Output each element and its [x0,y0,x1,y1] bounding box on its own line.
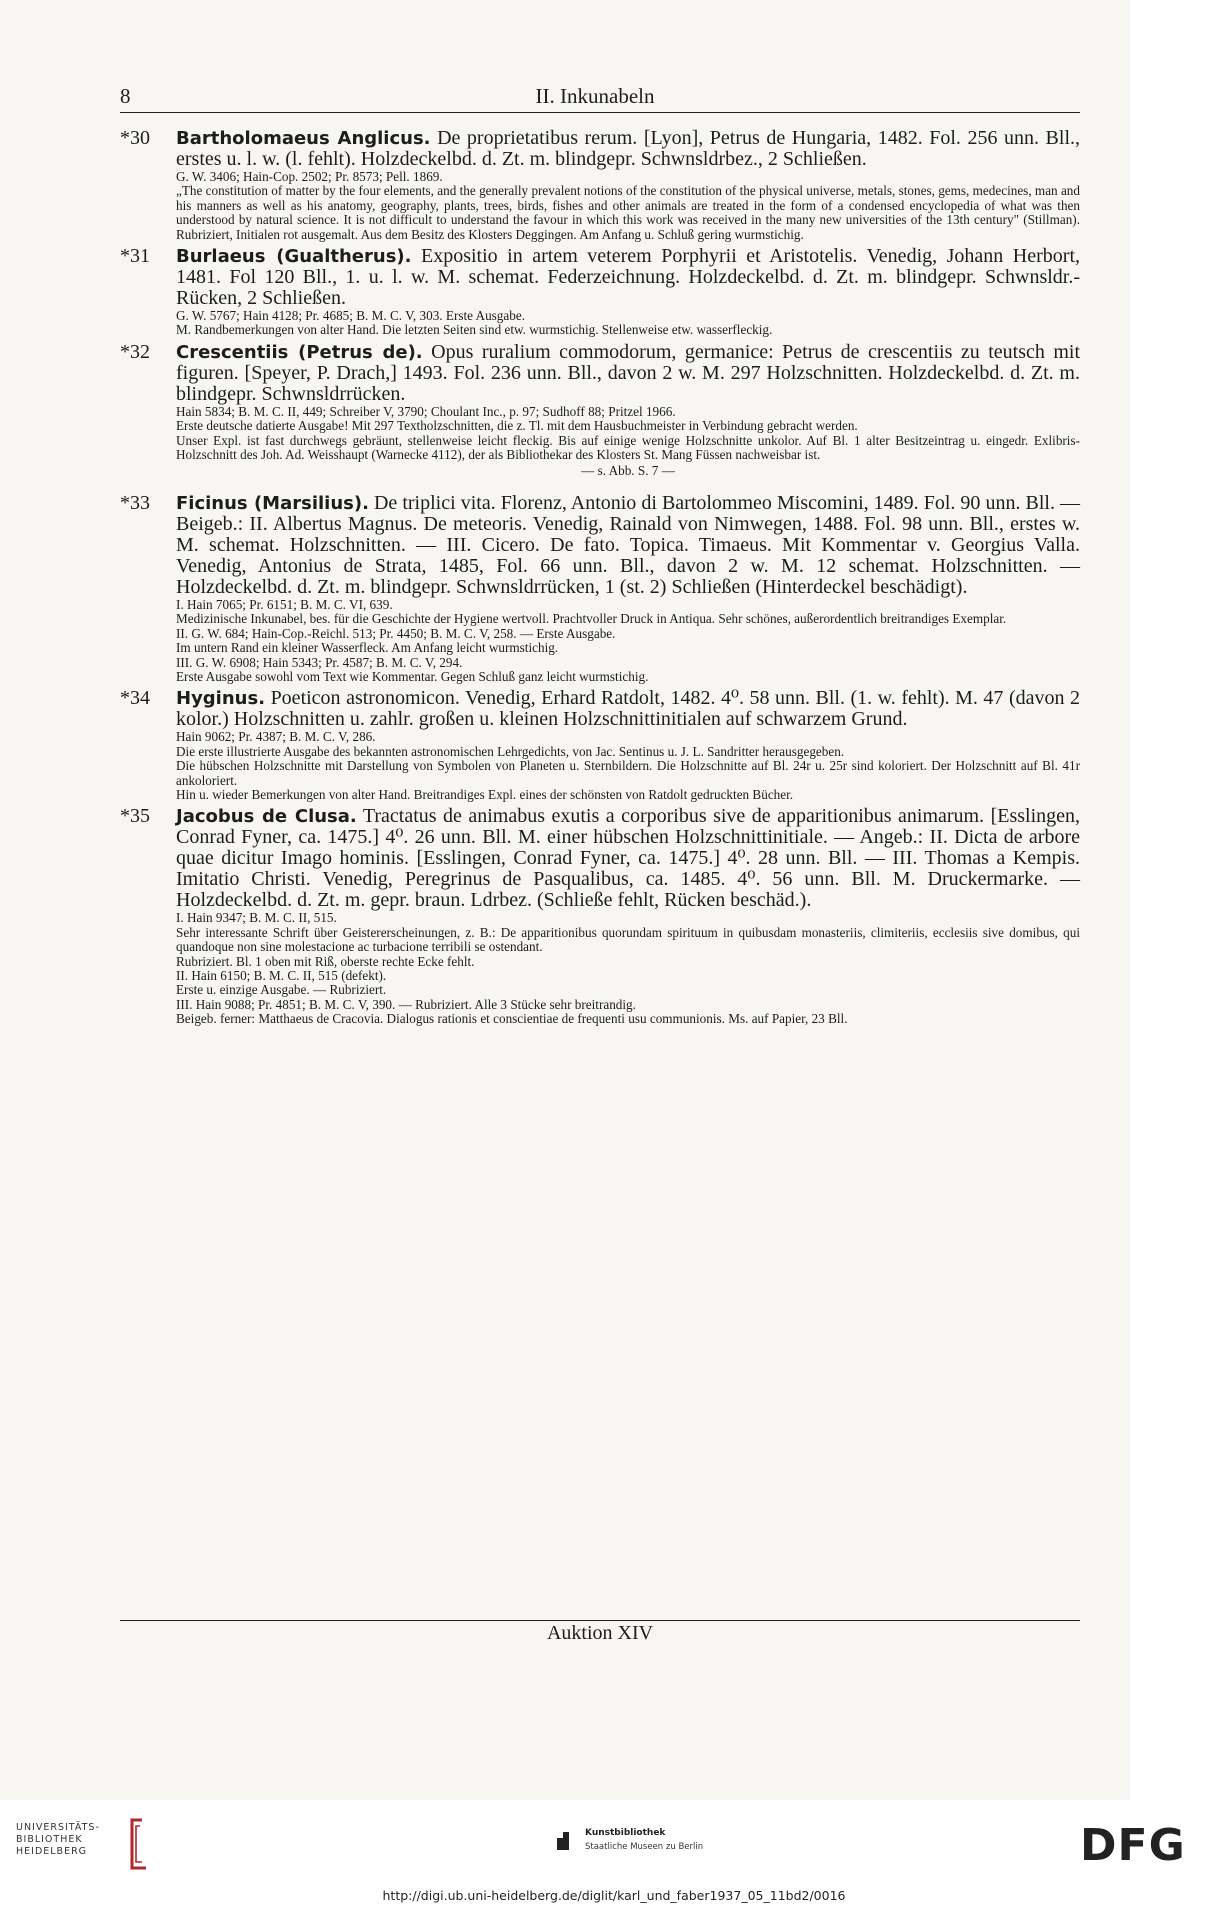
entry-number: *32 [120,340,150,363]
entry-note: G. W. 3406; Hain-Cop. 2502; Pr. 8573; Pell. 1869. [176,169,443,184]
entry-note: Hin u. wieder Bemerkungen von alter Hand. Breitrandiges Expl. eines der schönsten von Ratdolt gedruckten Bücher. [176,786,794,802]
header-rule [120,112,1080,113]
entry-note: G. W. 5767; Hain 4128; Pr. 4685; B. M. C. V, 303. Erste Ausgabe. [176,308,525,324]
entry-text [176,688,1080,730]
entry-author: Burlaeus (Gualtherus). [176,246,412,268]
library-name-line: BIBLIOTHEK [16,1834,83,1845]
illustration-reference: — s. Abb. S. 7 — [581,463,675,479]
entry-note: II. Hain 6150; B. M. C. II, 515 (defekt). [176,967,387,983]
entry-note: I. Hain 9347; B. M. C. II, 515. [176,910,337,926]
entry-text [176,128,1080,170]
catalog-entry-32 [120,342,1080,479]
entry-text [176,806,1080,911]
entry-number: *34 [120,687,150,710]
entry-text [176,246,1080,309]
source-url-link[interactable]: http://digi.ub.uni-heidelberg.de/diglit/karl_und_faber1937_05_11bd2/0016 [382,1888,846,1903]
catalog-entry-31 [120,246,1080,338]
entry-note: Sehr interessante Schrift über Geistererscheinungen, z. B.: De apparitionibus quorundam spirituum in quibusdam monasteriis, climiteriis, ecclesiis sive domibus, qui quandoque non sine molestacione ac turbacione terribili se ostendant. [176,924,1080,955]
heidelberg-library-logo[interactable] [16,1818,186,1878]
entry-note: Hain 9062; Pr. 4387; B. M. C. V, 286. [176,729,376,745]
catalog-entry-35 [120,806,1080,1026]
entry-note: Medizinische Inkunabel, bes. für die Geschichte der Hygiene wertvoll. Prachtvoller Druck in Antiqua. Sehr schönes, außerordentlich breitrandiges Exemplar. [176,611,1007,627]
entry-note: I. Hain 7065; Pr. 6151; B. M. C. VI, 639. [176,596,393,612]
kunstbibliothek-logo[interactable] [555,1824,755,1874]
page-header [120,84,1070,114]
kunstbibliothek-subtitle: Staatliche Museen zu Berlin [585,1842,704,1852]
dfg-logo[interactable]: DFG [1080,1820,1186,1871]
entry-number: *30 [120,127,150,149]
entry-description: Poeticon astronomicon. Venedig, Erhard Ratdolt, 1482. 4⁰. 58 unn. Bll. (1. w. fehlt). M. 47 (davon 2 kolor.) Holzschnitten u. zahlr. großen u. kleinen Holzschnittinitialen auf schwarzem Grund. [176,687,1080,731]
entry-author: Ficinus (Marsilius). [176,492,369,514]
entry-note: III. Hain 9088; Pr. 4851; B. M. C. V, 390. — Rubriziert. Alle 3 Stücke sehr breitrandig. [176,996,636,1012]
catalog-entry-33 [120,493,1080,684]
auction-footer: Auktion XIV [546,1622,654,1644]
entry-note: Die erste illustrierte Ausgabe des bekannten astronomischen Lehrgedichts, von Jac. Sentinus u. J. L. Sandritter herausgegeben. [176,743,845,759]
entry-author: Hyginus. [176,688,266,710]
entry-description: Opus ruralium commodorum, germanice: Petrus de crescentiis zu teutsch mit figuren. [Speyer, P. Drach,] 1493. Fol. 236 unn. Bll., davon 2 w. M. 297 Holzschnitten. Holzdeckelbd. d. Zt. m. blindgepr. Schwnsldrrücken. [176,340,1081,405]
entry-author: Crescentiis (Petrus de). [176,341,423,363]
entry-note: Erste u. einzige Ausgabe. — Rubriziert. [176,982,387,998]
catalog-entry-30 [120,128,1080,242]
footer-rule [120,1620,1080,1621]
entry-note: Erste Ausgabe sowohl vom Text wie Kommentar. Gegen Schluß ganz leicht wurmstichig. [176,668,649,684]
entry-note: Rubriziert. Bl. 1 oben mit Riß, oberste rechte Ecke fehlt. [176,953,475,969]
entry-note: III. G. W. 6908; Hain 5343; Pr. 4587; B. M. C. V, 294. [176,654,463,670]
entry-author: Jacobus de Clusa. [176,806,357,828]
entry-number: *35 [120,805,150,828]
entry-text [176,493,1080,598]
entry-text [176,342,1080,405]
entry-description: Expositio in artem veterem Porphyrii et Aristotelis. Venedig, Johann Herbort, 1481. Fol 120 Bll., 1. u. l. w. M. schemat. Federzeichnung. Holzdeckelbd. d. Zt. m. blindgepr. Schwnsldr.-Rücken, 2 Schließen. [176,245,1080,310]
entry-number: *33 [120,491,150,514]
section-title: II. Inkunabeln [535,84,655,108]
entry-note: Hain 5834; B. M. C. II, 449; Schreiber V, 3790; Choulant Inc., p. 97; Sudhoff 88; Pritzel 1966. [176,403,676,419]
entry-description: Tractatus de animabus exutis a corporibus sive de apparitionibus animarum. [Esslingen, Conrad Fyner, ca. 1475.] 4⁰. 26 unn. Bll. M. einer hübschen Holzschnittinitiale. — Angeb.: II. Dicta de arbore quae dicitur Imago hominis. [Esslingen, Conrad Fyner, ca. 1475.] 4⁰. 28 unn. Bll. — III. Thomas a Kempis. Imitatio Christi. Venedig, Peregrinus de Pasqualibus, ca. 1485. 4⁰. 56 unn. Bll. M. Druckermarke. — Holzdeckelbd. d. Zt. m. gepr. braun. Ldrbez. (Schließe fehlt, Rücken beschäd.). [176,805,1080,912]
entry-note: Unser Expl. ist fast durchwegs gebräunt, stellenweise leicht fleckig. Bis auf einige wenige Holzschnitte unkolor. Auf Bl. 1 alter Besitzeintrag u. eingedr. Exlibris-Holzschnitt des Joh. Ad. Weisshaupt (Warnecke 4112), der als Bibliothekar des Klosters St. Mang Füssen nachweisbar ist. [176,432,1080,463]
entry-note: „The constitution of matter by the four elements, and the generally prevalent notions of the constitution of the physical universe, metals, stones, gems, medecines, man and his manners as well as his anatomy, geography, plants, trees, birds, fishes and other animals are treated in the form of a condensed encyclopedia of what was then understood by natural science. It is not difficult to understand the favour in which this work was received in the many new universities of the 13th century" (Stillman). Rubriziert, Initialen rot ausgemalt. Aus dem Besitz des Klosters Deggingen. Am Anfang u. Schluß gering wurmstichig. [176,183,1080,242]
entry-note: Im untern Rand ein kleiner Wasserfleck. Am Anfang leicht wurmstichig. [176,640,559,656]
entry-note: Erste deutsche datierte Ausgabe! Mit 297 Textholzschnitten, die z. Tl. mit dem Hausbuchmeister in Verbindung gebracht werden. [176,418,858,434]
library-emblem-icon [128,1818,150,1870]
entry-number: *31 [120,245,150,268]
entry-author: Bartholomaeus Anglicus. [176,128,431,149]
page-number: 8 [120,84,131,108]
catalog-entry-34 [120,688,1080,802]
library-name-line: HEIDELBERG [16,1846,88,1857]
entry-note: Die hübschen Holzschnitte mit Darstellung von Symbolen von Planeten u. Sternbildern. Die Holzschnitte auf Bl. 24r u. 25r sind koloriert. Der Holzschnitt auf Bl. 41r ankoloriert. [176,758,1080,788]
entry-note: M. Randbemerkungen von alter Hand. Die letzten Seiten sind etw. wurmstichig. Stellenweise etw. wasserfleckig. [176,322,773,338]
kunstbibliothek-mark-icon [555,1830,577,1852]
entry-note: II. G. W. 684; Hain-Cop.-Reichl. 513; Pr. 4450; B. M. C. V, 258. — Erste Ausgabe. [176,625,616,641]
entry-description: De triplici vita. Florenz, Antonio di Bartolommeo Miscomini, 1489. Fol. 90 unn. Bll. — Beigeb.: II. Albertus Magnus. De meteoris. Venedig, Rainald von Nimwegen, 1488. Fol. 98 unn. Bll., erstes w. M. schemat. Holzschnitten. — III. Cicero. De fato. Topica. Timaeus. Mit Kommentar v. Georgius Valla. Venedig, Antonius de Strata, 1485, Fol. 66 unn. Bll., davon 2 w. M. 12 schemat. Holzschnitten. — Holzdeckelbd. d. Zt. m. blindgepr. Schwnsldrrücken, 1 (st. 2) Schließen (Hinterdeckel beschädigt). [176,491,1080,598]
library-name-line: UNIVERSITÄTS- [16,1822,100,1833]
catalog-entries [120,124,1080,1027]
entry-description: De proprietatibus rerum. [Lyon], Petrus de Hungaria, 1482. Fol. 256 unn. Bll., erstes u. l. w. (l. fehlt). Holzdeckelbd. d. Zt. m. blindgepr. Schwnsldrbez., 2 Schließen. [176,127,1081,170]
entry-note: Beigeb. ferner: Matthaeus de Cracovia. Dialogus rationis et conscientiae de frequenti usu communionis. Ms. auf Papier, 23 Bll. [176,1011,848,1027]
kunstbibliothek-title: Kunstbibliothek [585,1828,666,1838]
